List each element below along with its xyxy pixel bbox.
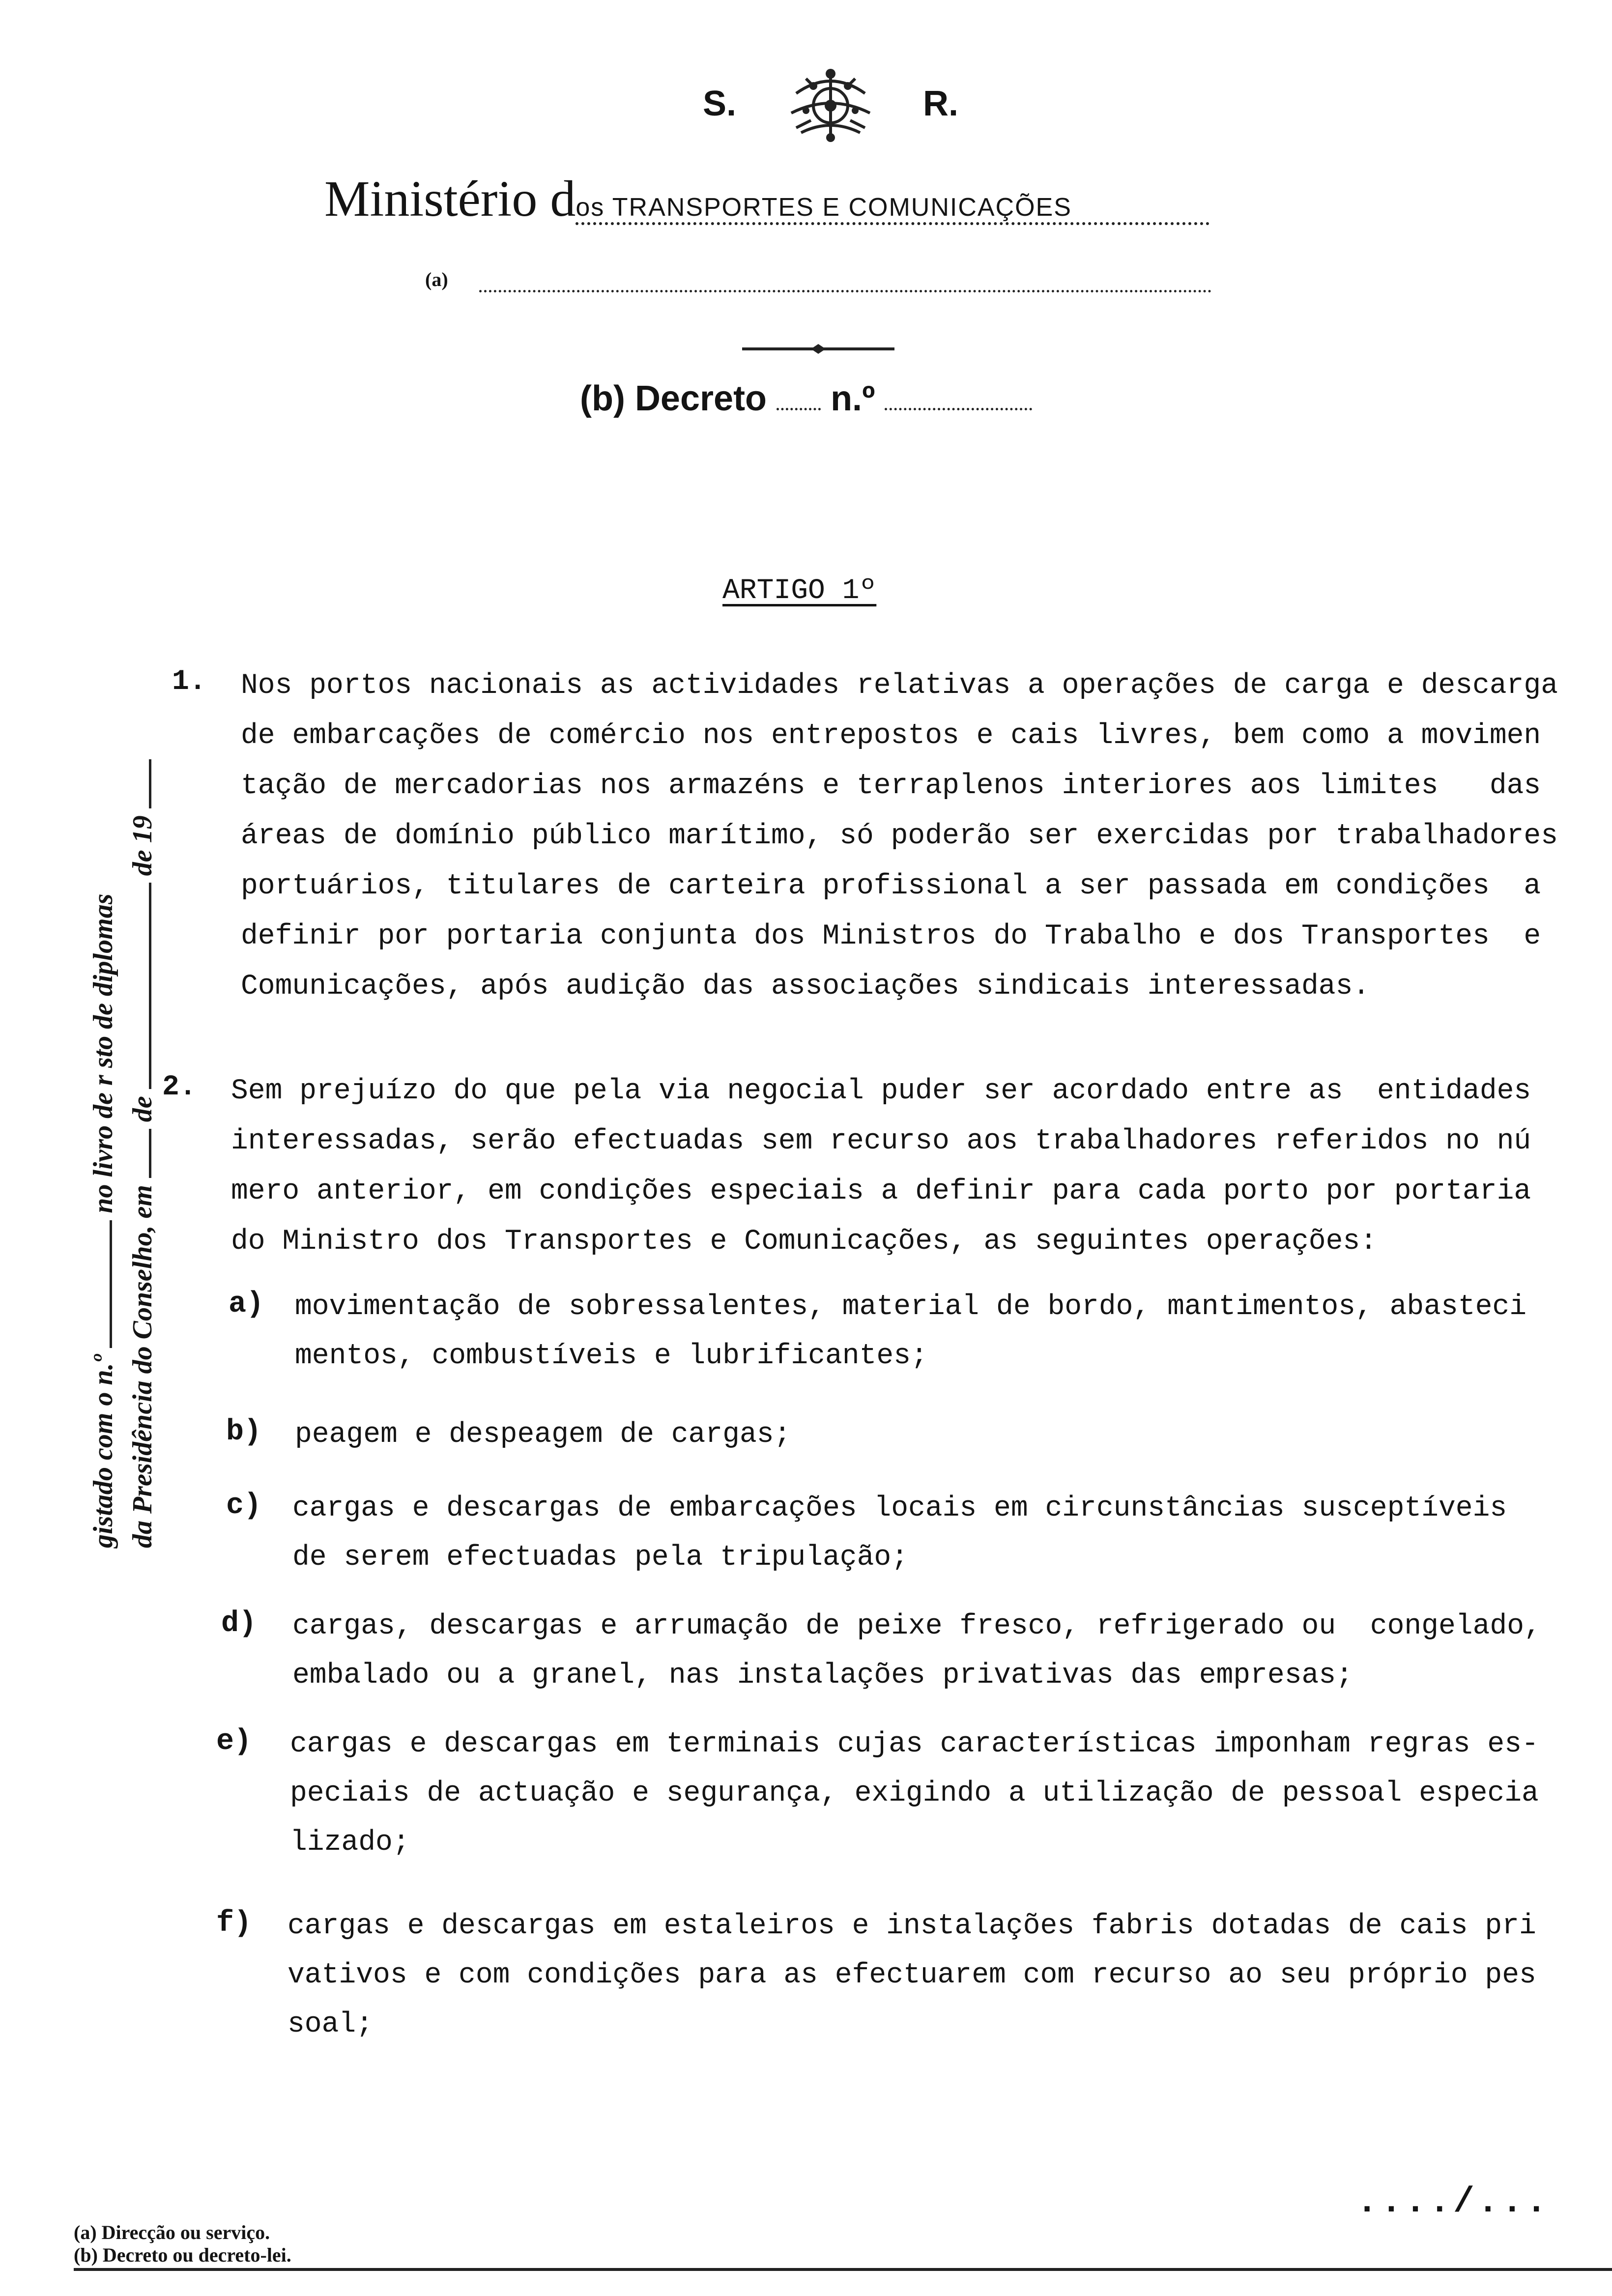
item-f-letter: f) <box>216 1907 252 1940</box>
footnotes <box>74 2221 291 2267</box>
paragraph-1-number: 1. <box>172 666 206 698</box>
margin-line1-b: no livro de r <box>88 1075 118 1213</box>
item-a-letter: a) <box>229 1288 264 1321</box>
letterhead-right-letter: R. <box>923 84 958 123</box>
decree-label: (b) Decreto <box>580 379 767 418</box>
letterhead-left-letter: S. <box>703 84 737 123</box>
item-d-letter: d) <box>221 1607 257 1640</box>
paragraph-2-text: Sem prejuízo do que pela via negocial puder ser acordado entre as entidades interessadas, serão efectuadas sem recurso aos trabalhadores referidos no nú mero anterior, em condições especiais a definir para cada porto por portaria do Ministro dos Transportes e Comunicações, as seguintes operações: <box>231 1075 1531 1258</box>
margin-blank <box>145 1129 151 1178</box>
margin-blank <box>145 759 151 808</box>
item-f-text: cargas e descargas em estaleiros e instalações fabris dotadas de cais pri vativos e com condições para as efectuarem com recurso ao seu próprio pes soal; <box>288 1910 1536 2040</box>
item-b-text: peagem e despeagem de cargas; <box>295 1419 791 1451</box>
paragraph-1-text: Nos portos nacionais as actividades relativas a operações de carga e descarga de embarcações de comércio nos entrepostos e cais livres, bem como a movimen tação de mercadorias nos armazéns e terraplenos interiores aos limites das áreas de domínio público marítimo, só poderão ser exercidas por trabalhadores portuários, titulares de carteira profissional a ser passada em condições a definir por portaria conjunta dos Ministros do Trabalho e dos Transportes e Comunicações, após audição das associações sindicais interessadas. <box>241 670 1558 1003</box>
coat-of-arms-icon <box>777 64 885 147</box>
direction-field-label: (a) <box>425 268 448 290</box>
paragraph-2-number: 2. <box>162 1071 197 1103</box>
article-title: ARTIGO 1º <box>722 575 877 607</box>
item-b-letter: b) <box>226 1415 262 1449</box>
margin-line1-c: sto de diplomas <box>88 893 118 1068</box>
ornamental-divider <box>742 344 894 354</box>
direction-field <box>425 268 1211 297</box>
margin-line2-a: da Presidência do Conselho, em <box>127 1185 158 1548</box>
ministry-label: Ministério d <box>324 171 576 227</box>
item-c-text: cargas e descargas de embarcações locais em circunstâncias susceptíveis de serem efectuadas pela tripulação; <box>292 1492 1507 1574</box>
number-blank <box>885 403 1032 410</box>
bottom-rule <box>74 2268 1612 2271</box>
footnote-b: (b) Decreto ou decreto-lei. <box>74 2244 291 2266</box>
item-e-text: cargas e descargas em terminais cujas características imponham regras es- peciais de actuação e segurança, exigindo a utilização de pessoal especia lizado; <box>290 1728 1539 1859</box>
registration-margin-note <box>84 590 162 1548</box>
item-e-letter: e) <box>216 1725 252 1758</box>
margin-blank <box>145 883 151 1089</box>
footnote-a: (a) Direcção ou serviço. <box>74 2221 270 2243</box>
ministry-department: os TRANSPORTES E COMUNICAÇÕES <box>576 193 1209 225</box>
margin-line2-b: de <box>127 1096 158 1122</box>
direction-field-dots <box>479 290 1211 292</box>
decree-blank <box>777 403 821 410</box>
item-d-text: cargas, descargas e arrumação de peixe fresco, refrigerado ou congelado, embalado ou a granel, nas instalações privativas das empresas; <box>292 1610 1541 1692</box>
margin-line1-a: gistado com o n.º <box>88 1354 118 1548</box>
continuation-marker: ..../... <box>1356 2182 1550 2222</box>
letterhead-sr <box>703 64 958 147</box>
number-label: n.º <box>831 379 875 418</box>
margin-blank <box>106 1220 112 1348</box>
item-c-letter: c) <box>226 1489 262 1522</box>
margin-line2-c: de 19 <box>127 815 158 876</box>
item-a-text: movimentação de sobressalentes, material de bordo, mantimentos, abasteci mentos, combustíveis e lubrificantes; <box>295 1291 1527 1372</box>
decree-number-line <box>580 378 1121 423</box>
ministry-heading <box>324 170 1307 229</box>
